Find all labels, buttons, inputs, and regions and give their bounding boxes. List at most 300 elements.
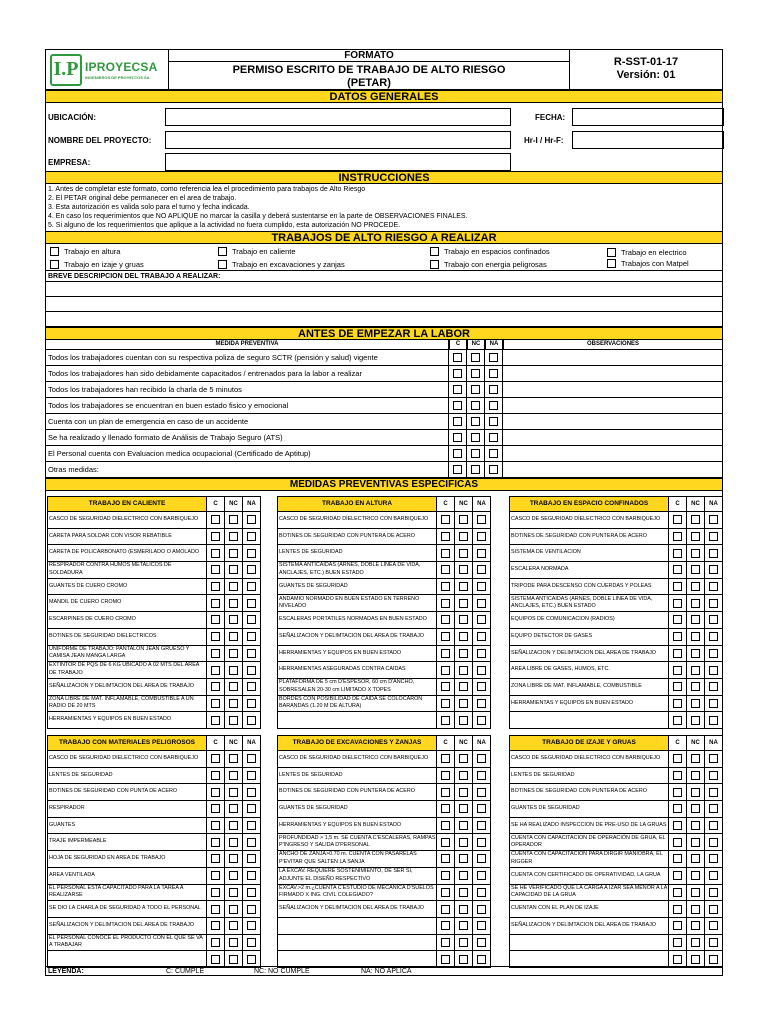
fecha-input[interactable] [572, 108, 724, 126]
checkbox[interactable] [691, 649, 700, 658]
checkbox[interactable] [247, 871, 256, 880]
observacion-cell[interactable] [503, 462, 723, 478]
checkbox[interactable] [247, 532, 256, 541]
checkbox[interactable] [211, 682, 220, 691]
checkbox[interactable] [471, 353, 480, 362]
checkbox[interactable] [673, 871, 682, 880]
checkbox[interactable] [673, 632, 682, 641]
checkbox[interactable] [709, 532, 718, 541]
checkbox[interactable] [229, 666, 238, 675]
checkbox[interactable] [673, 804, 682, 813]
checkbox[interactable] [471, 401, 480, 410]
checkbox[interactable] [229, 821, 238, 830]
checkbox[interactable] [709, 599, 718, 608]
checkbox[interactable] [489, 433, 498, 442]
check-c-cell [207, 679, 225, 696]
checkbox[interactable] [489, 465, 498, 474]
checkbox[interactable] [247, 615, 256, 624]
checkbox[interactable] [673, 699, 682, 708]
checkbox[interactable] [477, 532, 486, 541]
checkbox[interactable] [453, 449, 462, 458]
checkbox[interactable] [247, 565, 256, 574]
checkbox[interactable] [673, 565, 682, 574]
checkbox[interactable] [441, 615, 450, 624]
checkbox[interactable] [211, 716, 220, 725]
checkbox[interactable] [691, 955, 700, 964]
checkbox[interactable] [459, 921, 468, 930]
checkbox[interactable] [453, 417, 462, 426]
observacion-cell[interactable] [503, 446, 723, 462]
checkbox[interactable] [477, 699, 486, 708]
checkbox[interactable] [441, 938, 450, 947]
checkbox[interactable] [673, 532, 682, 541]
checkbox[interactable] [471, 385, 480, 394]
checkbox[interactable] [691, 938, 700, 947]
checkbox[interactable] [211, 549, 220, 558]
checkbox[interactable] [247, 854, 256, 863]
trabajo-option[interactable]: Trabajo en electrico [607, 248, 687, 257]
checkbox[interactable] [709, 921, 718, 930]
checkbox[interactable] [477, 565, 486, 574]
checkbox[interactable] [691, 615, 700, 624]
checkbox[interactable] [489, 369, 498, 378]
checkbox[interactable] [477, 754, 486, 763]
checkbox[interactable] [211, 699, 220, 708]
checkbox[interactable] [673, 921, 682, 930]
checkbox[interactable] [489, 449, 498, 458]
checkbox[interactable] [453, 401, 462, 410]
checkbox[interactable] [691, 854, 700, 863]
checkbox[interactable] [691, 821, 700, 830]
checkbox[interactable] [673, 615, 682, 624]
checkbox[interactable] [453, 433, 462, 442]
trabajo-option[interactable]: Trabajo en espacios confinados [430, 247, 550, 256]
checkbox[interactable] [247, 771, 256, 780]
checkbox[interactable] [459, 549, 468, 558]
checkbox[interactable] [691, 888, 700, 897]
checkbox[interactable] [709, 838, 718, 847]
checkbox[interactable] [459, 754, 468, 763]
checkbox[interactable] [211, 771, 220, 780]
checkbox[interactable] [229, 565, 238, 574]
checkbox[interactable] [247, 838, 256, 847]
checkbox[interactable] [459, 682, 468, 691]
observacion-cell[interactable] [503, 366, 723, 382]
checkbox[interactable] [211, 955, 220, 964]
checkbox[interactable] [441, 854, 450, 863]
checkbox[interactable] [459, 515, 468, 524]
checkbox[interactable] [471, 417, 480, 426]
checkbox[interactable] [459, 888, 468, 897]
checkbox[interactable] [229, 921, 238, 930]
checkbox[interactable] [471, 449, 480, 458]
trabajo-option[interactable]: Trabajo en altura [50, 247, 120, 256]
checkbox[interactable] [477, 871, 486, 880]
checkbox[interactable] [459, 649, 468, 658]
checkbox[interactable] [211, 532, 220, 541]
checkbox[interactable] [477, 599, 486, 608]
checkbox[interactable] [709, 565, 718, 574]
check-nc-cell [225, 545, 243, 562]
checkbox[interactable] [477, 666, 486, 675]
observacion-cell[interactable] [503, 430, 723, 446]
checkbox[interactable] [477, 771, 486, 780]
checkbox[interactable] [441, 582, 450, 591]
checkbox[interactable] [691, 804, 700, 813]
checkbox[interactable] [477, 804, 486, 813]
checkbox[interactable] [477, 821, 486, 830]
checkbox[interactable] [247, 905, 256, 914]
observacion-cell[interactable] [503, 414, 723, 430]
checkbox[interactable] [247, 921, 256, 930]
checkbox[interactable] [441, 754, 450, 763]
checkbox[interactable] [673, 838, 682, 847]
checkbox[interactable] [477, 905, 486, 914]
trabajo-option[interactable]: Trabajo en excavaciones y zanjas [218, 260, 345, 269]
checkbox[interactable] [211, 821, 220, 830]
checkbox[interactable] [229, 582, 238, 591]
checkbox[interactable] [211, 565, 220, 574]
checkbox[interactable] [673, 599, 682, 608]
checkbox[interactable] [691, 632, 700, 641]
checkbox[interactable] [673, 515, 682, 524]
checkbox[interactable] [459, 905, 468, 914]
checkbox[interactable] [218, 247, 227, 256]
checkbox[interactable] [229, 515, 238, 524]
checkbox[interactable] [211, 666, 220, 675]
checkbox[interactable] [489, 401, 498, 410]
checkbox[interactable] [691, 871, 700, 880]
checkbox[interactable] [459, 938, 468, 947]
checkbox[interactable] [247, 821, 256, 830]
checkbox[interactable] [441, 699, 450, 708]
checkbox[interactable] [477, 549, 486, 558]
checkbox[interactable] [709, 788, 718, 797]
checkbox[interactable] [489, 385, 498, 394]
checkbox[interactable] [211, 754, 220, 763]
checkbox[interactable] [430, 247, 439, 256]
descripcion-line[interactable] [45, 282, 723, 297]
checkbox[interactable] [441, 666, 450, 675]
checkbox[interactable] [229, 649, 238, 658]
checkbox[interactable] [247, 788, 256, 797]
checkbox[interactable] [229, 699, 238, 708]
checkbox[interactable] [471, 465, 480, 474]
checkbox[interactable] [247, 699, 256, 708]
checkbox[interactable] [441, 804, 450, 813]
checkbox[interactable] [229, 771, 238, 780]
checkbox[interactable] [441, 532, 450, 541]
checkbox[interactable] [709, 549, 718, 558]
checkbox[interactable] [691, 699, 700, 708]
checkbox[interactable] [441, 888, 450, 897]
checkbox[interactable] [691, 599, 700, 608]
checkbox[interactable] [211, 582, 220, 591]
checkbox[interactable] [691, 532, 700, 541]
checkbox[interactable] [229, 888, 238, 897]
empresa-input[interactable] [165, 153, 511, 171]
checkbox[interactable] [489, 353, 498, 362]
checkbox[interactable] [50, 247, 59, 256]
checkbox[interactable] [211, 871, 220, 880]
checkbox[interactable] [430, 260, 439, 269]
checkbox[interactable] [709, 905, 718, 914]
checkbox[interactable] [709, 666, 718, 675]
checkbox[interactable] [459, 632, 468, 641]
checkbox[interactable] [709, 771, 718, 780]
check-nc-cell [687, 712, 705, 729]
checkbox[interactable] [691, 838, 700, 847]
checkbox[interactable] [459, 838, 468, 847]
checkbox[interactable] [441, 565, 450, 574]
descripcion-line[interactable] [45, 312, 723, 327]
checkbox[interactable] [229, 754, 238, 763]
checkbox[interactable] [459, 804, 468, 813]
checkbox[interactable] [477, 938, 486, 947]
checkbox[interactable] [477, 921, 486, 930]
medida-text: El Personal cuenta con Evaluacion medica ocupacional (Certificado de Aptitup) [45, 446, 449, 462]
checkbox[interactable] [247, 666, 256, 675]
checkbox[interactable] [211, 938, 220, 947]
trabajo-option[interactable]: Trabajo en izaje y gruas [50, 260, 144, 269]
checkbox[interactable] [691, 666, 700, 675]
check-na-cell [705, 696, 723, 713]
checkbox[interactable] [471, 433, 480, 442]
checkbox[interactable] [441, 549, 450, 558]
checkbox[interactable] [459, 532, 468, 541]
checkbox[interactable] [211, 788, 220, 797]
checkbox[interactable] [607, 248, 616, 257]
checkbox[interactable] [477, 838, 486, 847]
checkbox[interactable] [709, 871, 718, 880]
checkbox[interactable] [229, 804, 238, 813]
checkbox[interactable] [247, 549, 256, 558]
checkbox[interactable] [247, 804, 256, 813]
checkbox[interactable] [607, 259, 616, 268]
checkbox[interactable] [477, 632, 486, 641]
checkbox[interactable] [459, 854, 468, 863]
checkbox[interactable] [709, 754, 718, 763]
checkbox[interactable] [673, 788, 682, 797]
checkbox[interactable] [709, 716, 718, 725]
observacion-cell[interactable] [503, 350, 723, 366]
checkbox[interactable] [211, 599, 220, 608]
checkbox[interactable] [229, 615, 238, 624]
checkbox[interactable] [459, 788, 468, 797]
checkbox[interactable] [229, 905, 238, 914]
checkbox[interactable] [477, 716, 486, 725]
checkbox[interactable] [247, 754, 256, 763]
checkbox[interactable] [477, 682, 486, 691]
checkbox[interactable] [229, 549, 238, 558]
checkbox[interactable] [477, 515, 486, 524]
checkbox[interactable] [459, 955, 468, 964]
checkbox[interactable] [211, 905, 220, 914]
checkbox[interactable] [229, 871, 238, 880]
checkbox[interactable] [229, 854, 238, 863]
col-na: NA [705, 735, 723, 751]
checkbox[interactable] [709, 649, 718, 658]
checkbox[interactable] [709, 821, 718, 830]
checkbox[interactable] [477, 582, 486, 591]
checkbox[interactable] [691, 549, 700, 558]
checkbox[interactable] [709, 955, 718, 964]
observacion-cell[interactable] [503, 382, 723, 398]
observacion-cell[interactable] [503, 398, 723, 414]
checkbox[interactable] [247, 955, 256, 964]
checkbox[interactable] [441, 632, 450, 641]
checkbox[interactable] [709, 854, 718, 863]
checkbox[interactable] [229, 682, 238, 691]
trabajo-option[interactable]: Trabajos con Matpel [607, 259, 689, 268]
checkbox[interactable] [673, 649, 682, 658]
checkbox[interactable] [229, 938, 238, 947]
checkbox[interactable] [229, 788, 238, 797]
proyecto-input[interactable] [165, 131, 511, 149]
checkbox[interactable] [211, 838, 220, 847]
descripcion-line[interactable] [45, 297, 723, 312]
check-na-cell [243, 712, 261, 729]
checkbox[interactable] [459, 599, 468, 608]
checkbox[interactable] [441, 821, 450, 830]
checkbox[interactable] [441, 955, 450, 964]
checkbox[interactable] [691, 771, 700, 780]
checkbox[interactable] [453, 369, 462, 378]
checkbox[interactable] [229, 716, 238, 725]
checkbox[interactable] [453, 385, 462, 394]
checkbox[interactable] [211, 888, 220, 897]
trabajo-option[interactable]: Trabajo en caliente [218, 247, 296, 256]
checkbox[interactable] [709, 938, 718, 947]
checkbox[interactable] [247, 682, 256, 691]
checkbox[interactable] [673, 938, 682, 947]
checkbox[interactable] [229, 838, 238, 847]
checkbox[interactable] [673, 582, 682, 591]
checkbox[interactable] [459, 615, 468, 624]
checkbox[interactable] [673, 754, 682, 763]
checkbox[interactable] [477, 788, 486, 797]
checkbox[interactable] [247, 515, 256, 524]
checkbox[interactable] [691, 515, 700, 524]
checkbox[interactable] [709, 515, 718, 524]
checkbox[interactable] [211, 649, 220, 658]
checkbox[interactable] [691, 565, 700, 574]
checkbox[interactable] [441, 599, 450, 608]
checkbox[interactable] [477, 854, 486, 863]
checkbox[interactable] [673, 666, 682, 675]
checkbox[interactable] [673, 854, 682, 863]
checkbox[interactable] [691, 788, 700, 797]
checkbox[interactable] [691, 582, 700, 591]
checkbox[interactable] [453, 353, 462, 362]
checkbox[interactable] [459, 582, 468, 591]
checkbox[interactable] [441, 838, 450, 847]
checkbox[interactable] [673, 955, 682, 964]
checkbox[interactable] [477, 955, 486, 964]
checkbox[interactable] [441, 771, 450, 780]
checkbox[interactable] [211, 921, 220, 930]
checkbox[interactable] [477, 888, 486, 897]
checkbox[interactable] [441, 871, 450, 880]
checkbox[interactable] [709, 615, 718, 624]
checkbox[interactable] [673, 549, 682, 558]
trabajo-option[interactable]: Trabajo con energia peligrosas [430, 260, 547, 269]
checkbox[interactable] [247, 649, 256, 658]
checkbox[interactable] [441, 905, 450, 914]
panel-row [509, 801, 724, 818]
checkbox[interactable] [50, 260, 59, 269]
checkbox[interactable] [441, 649, 450, 658]
checkbox[interactable] [691, 921, 700, 930]
checkbox[interactable] [673, 888, 682, 897]
checkbox[interactable] [471, 369, 480, 378]
checkbox[interactable] [211, 515, 220, 524]
checkbox[interactable] [709, 804, 718, 813]
checkbox[interactable] [691, 682, 700, 691]
checkbox[interactable] [247, 632, 256, 641]
checkbox[interactable] [709, 682, 718, 691]
checkbox[interactable] [453, 465, 462, 474]
checkbox[interactable] [673, 716, 682, 725]
checkbox[interactable] [229, 955, 238, 964]
checkbox[interactable] [673, 905, 682, 914]
checkbox[interactable] [441, 515, 450, 524]
checkbox[interactable] [477, 649, 486, 658]
checkbox[interactable] [691, 754, 700, 763]
checkbox[interactable] [211, 615, 220, 624]
checkbox[interactable] [459, 871, 468, 880]
checkbox[interactable] [477, 615, 486, 624]
checkbox[interactable] [691, 905, 700, 914]
checkbox[interactable] [247, 582, 256, 591]
checkbox[interactable] [229, 599, 238, 608]
checkbox[interactable] [489, 417, 498, 426]
checkbox[interactable] [459, 699, 468, 708]
checkbox[interactable] [673, 771, 682, 780]
checkbox[interactable] [459, 666, 468, 675]
checkbox[interactable] [459, 716, 468, 725]
checkbox[interactable] [211, 854, 220, 863]
checkbox[interactable] [459, 821, 468, 830]
checkbox[interactable] [709, 699, 718, 708]
checkbox[interactable] [441, 921, 450, 930]
checkbox[interactable] [691, 716, 700, 725]
ubicacion-input[interactable] [165, 108, 511, 126]
checkbox[interactable] [247, 716, 256, 725]
checkbox[interactable] [247, 599, 256, 608]
checkbox[interactable] [709, 582, 718, 591]
checkbox[interactable] [441, 682, 450, 691]
checkbox[interactable] [673, 682, 682, 691]
check-nc-cell [225, 951, 243, 968]
hora-input[interactable] [572, 131, 724, 149]
checkbox[interactable] [229, 632, 238, 641]
checkbox[interactable] [441, 788, 450, 797]
checkbox[interactable] [459, 565, 468, 574]
panel-row-text: CARETA DE POLICARBONATO (ESMERILADO O AMOLADO [47, 545, 207, 562]
checkbox[interactable] [247, 888, 256, 897]
checkbox[interactable] [218, 260, 227, 269]
checkbox[interactable] [229, 532, 238, 541]
checkbox[interactable] [211, 632, 220, 641]
checkbox[interactable] [673, 821, 682, 830]
checkbox[interactable] [709, 888, 718, 897]
checkbox[interactable] [211, 804, 220, 813]
checkbox[interactable] [709, 632, 718, 641]
checkbox[interactable] [441, 716, 450, 725]
checkbox[interactable] [247, 938, 256, 947]
checkbox[interactable] [459, 771, 468, 780]
